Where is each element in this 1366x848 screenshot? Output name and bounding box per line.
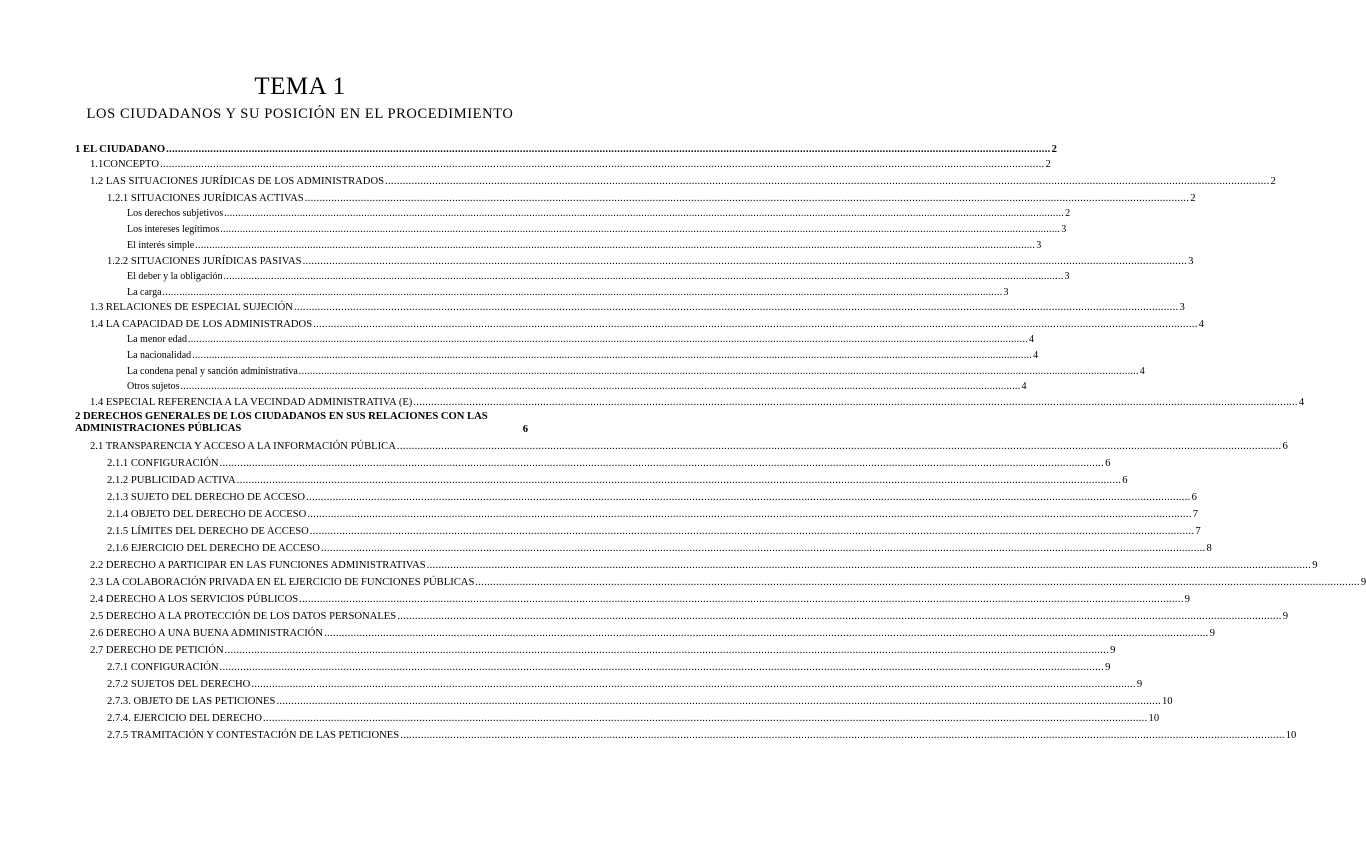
toc-page-number: 3	[1188, 256, 1194, 267]
document-subtitle: LOS CIUDADANOS Y SU POSICIÓN EN EL PROCEDIMIENTO	[86, 106, 514, 122]
toc-leader: ............................................................................................................................................................................................................................................................................................................	[400, 730, 1285, 741]
toc-page-number: 6	[1122, 475, 1128, 486]
toc-page-number: 9	[1312, 560, 1318, 571]
toc-page-number: 6	[522, 424, 528, 435]
toc-entry-label: 1.2 LAS SITUACIONES JURÍDICAS DE LOS ADMINISTRADOS	[90, 176, 384, 187]
toc-page-number: 10	[1148, 713, 1160, 724]
toc-entry[interactable]	[127, 208, 1071, 220]
toc-entry[interactable]	[127, 334, 1034, 346]
toc-entry[interactable]	[107, 458, 1111, 470]
toc-leader: ............................................................................................................................................................................................................................................................................................................	[220, 224, 1061, 235]
toc-page-number: 9	[1282, 611, 1289, 622]
toc-leader: ............................................................................................................................................................................................................................................................................................................	[219, 458, 1105, 469]
toc-leader: ............................................................................................................................................................................................................................................................................................................	[298, 366, 1139, 377]
toc-page-number: 9	[1184, 594, 1190, 605]
toc-page-number: 10	[1285, 730, 1297, 741]
toc-leader: ............................................................................................................................................................................................................................................................................................................	[413, 397, 1298, 408]
toc-entry[interactable]	[107, 679, 1143, 691]
toc-entry-label: Los intereses legítimos	[127, 224, 220, 235]
toc-entry-label: 2.4 DERECHO A LOS SERVICIOS PÚBLICOS	[90, 594, 299, 605]
toc-page-number: 6	[1282, 441, 1288, 452]
toc-entry-label: 1.4 LA CAPACIDAD DE LOS ADMINISTRADOS	[90, 319, 313, 330]
toc-leader: ............................................................................................................................................................................................................................................................................................................	[309, 526, 1195, 537]
toc-entry[interactable]	[127, 224, 1067, 236]
toc-page-number: 8	[1206, 543, 1212, 554]
toc-entry-label: 2.6 DERECHO A UNA BUENA ADMINISTRACIÓN	[90, 628, 324, 639]
toc-entry[interactable]	[90, 628, 1215, 640]
toc-leader: ............................................................................................................................................................................................................................................................................................................	[219, 662, 1105, 673]
toc-entry-label: 2.1.6 EJERCICIO DEL DERECHO DE ACCESO	[107, 543, 320, 554]
toc-page-number: 7	[1192, 509, 1199, 520]
toc-entry-label: 2.3 LA COLABORACIÓN PRIVADA EN EL EJERCICIO DE FUNCIONES PÚBLICAS	[90, 577, 475, 588]
toc-leader: ............................................................................................................................................................................................................................................................................................................	[426, 560, 1312, 571]
toc-entry[interactable]	[90, 594, 1190, 606]
toc-leader: ............................................................................................................................................................................................................................................................................................................	[304, 193, 1190, 204]
toc-page-number: 10	[1161, 696, 1173, 707]
toc-page-number: 9	[1105, 662, 1111, 673]
toc-entry[interactable]	[75, 144, 1057, 156]
toc-entry-label: La nacionalidad	[127, 350, 192, 361]
toc-leader: ............................................................................................................................................................................................................................................................................................................	[299, 594, 1184, 605]
toc-entry[interactable]	[127, 366, 1145, 378]
toc-entry[interactable]	[107, 256, 1194, 268]
toc-leader: ............................................................................................................................................................................................................................................................................................................	[162, 287, 1003, 298]
toc-leader: ............................................................................................................................................................................................................................................................................................................	[397, 611, 1282, 622]
toc-entry-label: 2.1.5 LÍMITES DEL DERECHO DE ACCESO	[107, 526, 309, 537]
toc-page-number: 9	[1110, 645, 1116, 656]
toc-entry-label: La carga	[127, 287, 162, 298]
toc-entry[interactable]	[127, 271, 1070, 283]
toc-page-number: 3	[1003, 287, 1009, 298]
toc-page-number: 4	[1198, 319, 1204, 330]
toc-leader: ............................................................................................................................................................................................................................................................................................................	[159, 159, 1045, 170]
toc-entry-label: 1.1CONCEPTO	[90, 159, 159, 170]
toc-entry-label: 2.1 TRANSPARENCIA Y ACCESO A LA INFORMACIÓN PÚBLICA	[90, 441, 396, 452]
toc-page-number: 4	[1028, 334, 1034, 345]
toc-page-number: 9	[1360, 577, 1366, 588]
toc-entry[interactable]	[107, 492, 1197, 504]
toc-entry[interactable]	[127, 350, 1039, 362]
document-title: TEMA 1	[254, 73, 346, 100]
toc-entry-label: 2.1.2 PUBLICIDAD ACTIVA	[107, 475, 236, 486]
toc-leader: ............................................................................................................................................................................................................................................................................................................	[302, 256, 1188, 267]
toc-entry-label: Los derechos subjetivos	[127, 208, 224, 219]
toc-leader: ............................................................................................................................................................................................................................................................................................................	[223, 271, 1064, 282]
toc-page-number: 4	[1021, 381, 1027, 392]
toc-entry[interactable]	[90, 176, 1276, 188]
toc-leader: ............................................................................................................................................................................................................................................................................................................	[307, 509, 1192, 520]
toc-page-number: 2	[1045, 159, 1051, 170]
toc-page-number: 7	[1195, 526, 1201, 537]
toc-leader: ............................................................................................................................................................................................................................................................................................................	[276, 696, 1161, 707]
toc-page-number: 6	[1105, 458, 1111, 469]
toc-entry[interactable]	[90, 577, 1366, 589]
toc-page-number: 2	[1065, 208, 1071, 219]
toc-entry[interactable]	[90, 441, 1288, 453]
toc-entry-label: 2 DERECHOS GENERALES DE LOS CIUDADANOS EN SUS RELACIONES CON LAS ADMINISTRACIONES PÚBLICAS	[75, 411, 488, 434]
toc-entry[interactable]	[107, 730, 1297, 742]
toc-entry[interactable]	[127, 381, 1027, 393]
toc-page-number: 3	[1179, 302, 1185, 313]
toc-entry[interactable]	[90, 319, 1204, 331]
toc-page-number: 2	[1051, 144, 1057, 155]
toc-leader: ............................................................................................................................................................................................................................................................................................................	[180, 381, 1021, 392]
toc-page-number: 4	[1139, 366, 1145, 377]
toc-leader: ............................................................................................................................................................................................................................................................................................................	[251, 679, 1136, 690]
toc-leader: ............................................................................................................................................................................................................................................................................................................	[224, 645, 1110, 656]
toc-leader: ............................................................................................................................................................................................................................................................................................................	[385, 176, 1270, 187]
toc-entry-label: 2.7 DERECHO DE PETICIÓN	[90, 645, 224, 656]
toc-leader: ............................................................................................................................................................................................................................................................................................................	[313, 319, 1198, 330]
toc-entry[interactable]	[127, 240, 1042, 252]
toc-entry-label: 2.7.3. OBJETO DE LAS PETICIONES	[107, 696, 276, 707]
toc-leader: ............................................................................................................................................................................................................................................................................................................	[195, 240, 1036, 251]
toc-entry[interactable]	[107, 193, 1196, 205]
toc-entry[interactable]	[90, 611, 1289, 623]
toc-page-number: 4	[1298, 397, 1305, 408]
toc-entry-label: 1.3 RELACIONES DE ESPECIAL SUJECIÓN	[90, 302, 293, 313]
toc-entry-label: 2.7.1 CONFIGURACIÓN	[107, 662, 219, 673]
toc-entry-label: 2.7.5 TRAMITACIÓN Y CONTESTACIÓN DE LAS PETICIONES	[107, 730, 400, 741]
toc-entry[interactable]	[90, 159, 1051, 171]
toc-entry-label: 2.7.4. EJERCICIO DEL DERECHO	[107, 713, 262, 724]
toc-entry[interactable]	[90, 302, 1185, 314]
toc-entry-label: Otros sujetos	[127, 381, 180, 392]
toc-leader: ............................................................................................................................................................................................................................................................................................................	[236, 475, 1122, 486]
toc-entry[interactable]	[90, 645, 1116, 657]
toc-leader: ............................................................................................................................................................................................................................................................................................................	[192, 350, 1033, 361]
toc-leader: ............................................................................................................................................................................................................................................................................................................	[306, 492, 1191, 503]
toc-page-number: 9	[1136, 679, 1143, 690]
toc-leader: ............................................................................................................................................................................................................................................................................................................	[166, 144, 1051, 155]
toc-leader: ............................................................................................................................................................................................................................................................................................................	[224, 208, 1065, 219]
toc-leader: ............................................................................................................................................................................................................................................................................................................	[187, 334, 1028, 345]
toc-entry[interactable]	[107, 475, 1128, 487]
toc-entry-label: 2.5 DERECHO A LA PROTECCIÓN DE LOS DATOS PERSONALES	[90, 611, 397, 622]
toc-entry-label: 1.2.1 SITUACIONES JURÍDICAS ACTIVAS	[107, 193, 304, 204]
toc-entry-multiline[interactable]	[75, 411, 528, 435]
toc-page-number: 4	[1033, 350, 1039, 361]
toc-page-number: 3	[1064, 271, 1070, 282]
toc-entry[interactable]	[107, 696, 1173, 708]
toc-leader: ............................................................................................................................................................................................................................................................................................................	[293, 302, 1179, 313]
toc-leader: ............................................................................................................................................................................................................................................................................................................	[396, 441, 1282, 452]
toc-entry-label: 2.7.2 SUJETOS DEL DERECHO	[107, 679, 251, 690]
toc-entry[interactable]	[90, 397, 1305, 409]
toc-page-number: 3	[1036, 240, 1042, 251]
toc-entry-label: 2.1.1 CONFIGURACIÓN	[107, 458, 219, 469]
toc-entry-label: El interés simple	[127, 240, 195, 251]
toc-entry[interactable]	[107, 509, 1199, 521]
toc-entry[interactable]	[107, 543, 1212, 555]
toc-entry[interactable]	[90, 560, 1318, 572]
toc-entry[interactable]	[107, 662, 1111, 674]
toc-entry-label: La menor edad	[127, 334, 187, 345]
toc-page-number: 3	[1061, 224, 1067, 235]
toc-leader: ............................................................................................................................................................................................................................................................................................................	[320, 543, 1206, 554]
toc-leader: ............................................................................................................................................................................................................................................................................................................	[324, 628, 1209, 639]
toc-leader: ............................................................................................................................................................................................................................................................................................................	[475, 577, 1360, 588]
toc-entry-label: 2.2 DERECHO A PARTICIPAR EN LAS FUNCIONES ADMINISTRATIVAS	[90, 560, 426, 571]
toc-page-number: 2	[1270, 176, 1276, 187]
toc-entry[interactable]	[127, 287, 1009, 299]
toc-entry-label: 2.1.3 SUJETO DEL DERECHO DE ACCESO	[107, 492, 306, 503]
toc-entry-label: El deber y la obligación	[127, 271, 223, 282]
toc-entry-label: 1.4 ESPECIAL REFERENCIA A LA VECINDAD ADMINISTRATIVA (E)	[90, 397, 413, 408]
toc-leader: ............................................................................................................................................................................................................................................................................................................	[262, 713, 1148, 724]
toc-page-number: 9	[1209, 628, 1215, 639]
toc-page-number: 6	[1191, 492, 1197, 503]
toc-entry-label: 1 EL CIUDADANO	[75, 144, 166, 155]
toc-page-number: 2	[1190, 193, 1196, 204]
toc-entry-label: 1.2.2 SITUACIONES JURÍDICAS PASIVAS	[107, 256, 302, 267]
toc-entry[interactable]	[107, 713, 1160, 725]
toc-entry-label: La condena penal y sanción administrativa	[127, 366, 298, 377]
toc-entry-label: 2.1.4 OBJETO DEL DERECHO DE ACCESO	[107, 509, 307, 520]
toc-entry[interactable]	[107, 526, 1201, 538]
